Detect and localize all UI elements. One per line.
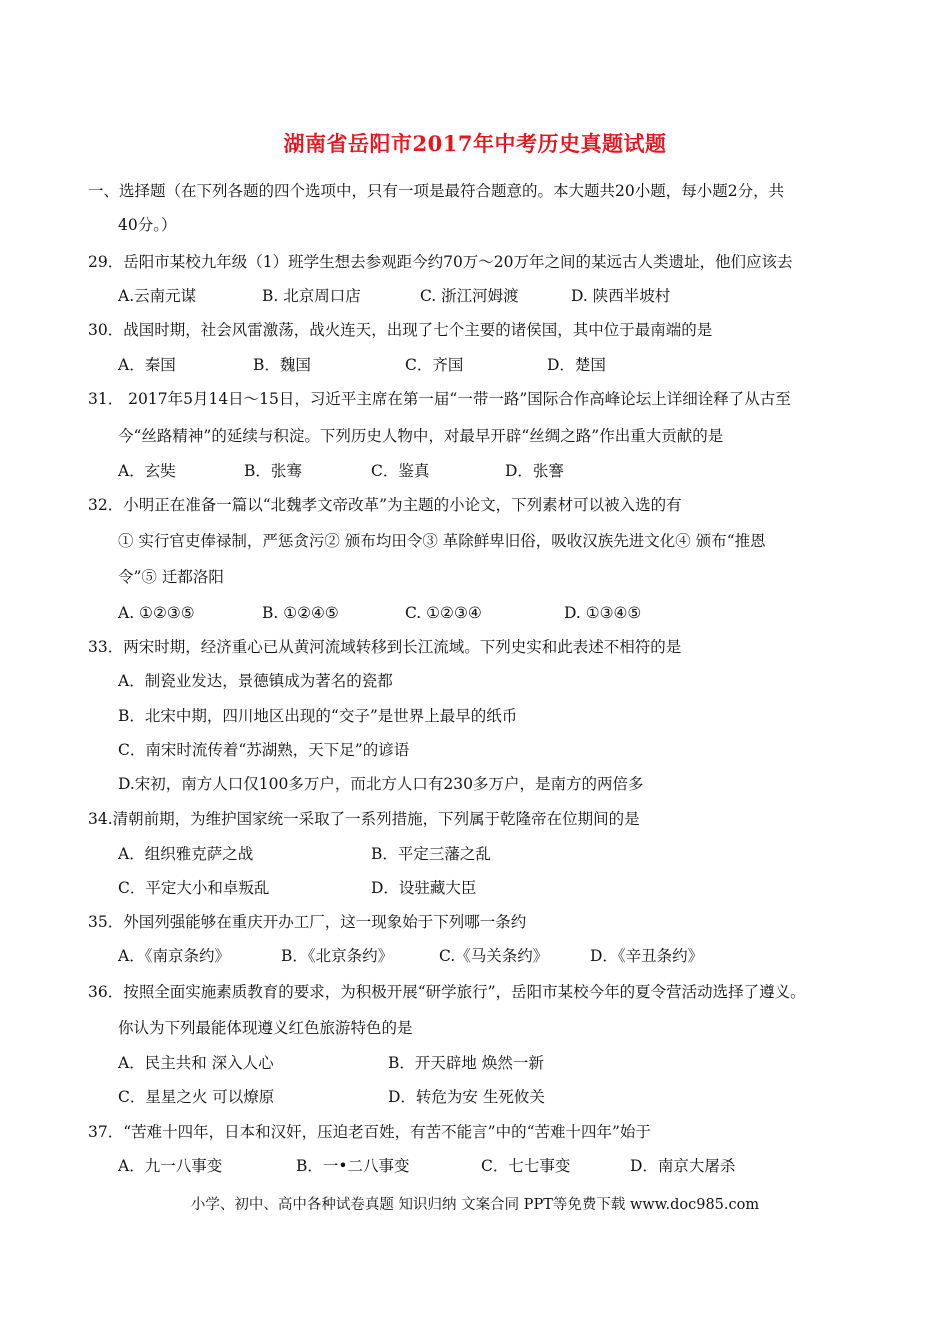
question-32-option-c: C. ①②③④ [405,604,482,622]
question-30-option-a: A．秦国 [118,356,176,374]
question-36-stem-cont: 你认为下列最能体现遵义红色旅游特色的是 [118,1019,413,1037]
question-37-option-c: C．七七事变 [481,1157,571,1175]
question-30-option-d: D．楚国 [547,356,606,374]
question-34-option-c: C．平定大小和卓叛乱 [118,879,270,897]
question-36-option-a: A．民主共和 深入人心 [118,1054,274,1072]
question-34-option-a: A．组织雅克萨之战 [118,845,254,863]
section-heading: 一、选择题（在下列各题的四个选项中，只有一项是最符合题意的。本大题共20小题，每小题2分，共 [88,182,785,200]
question-33-option-b: B．北宋中期，四川地区出现的“交子”是世界上最早的纸币 [118,707,518,725]
question-30-option-b: B．魏国 [253,356,311,374]
page-title: 湖南省岳阳市2017年中考历史真题试题 [283,131,667,156]
question-35-stem: 35．外国列强能够在重庆开办工厂，这一现象始于下列哪一条约 [88,913,527,931]
question-33-option-d: D.宋初，南方人口仅100多万户，而北方人口有230多万户，是南方的两倍多 [118,775,644,793]
question-29-stem: 29．岳阳市某校九年级（1）班学生想去参观距今约70万～20万年之间的某远古人类遗址，他们应该去 [88,253,793,271]
question-33-option-c: C．南宋时流传着“苏湖熟，天下足”的谚语 [118,741,410,759]
question-31-option-a: A．玄奘 [118,462,176,480]
question-29-option-b: B. 北京周口店 [262,287,361,305]
question-37-option-b: B．一•二八事变 [296,1157,410,1175]
question-32-option-d: D. ①③④⑤ [564,604,642,622]
question-31-option-c: C．鉴真 [371,462,430,480]
question-33-option-a: A．制瓷业发达，景德镇成为著名的瓷都 [118,672,393,690]
question-31-option-d: D．张謇 [505,462,564,480]
question-37-option-a: A．九一八事变 [118,1157,223,1175]
question-35-option-b: B．《北京条约》 [281,947,394,965]
question-29-option-a: A.云南元谋 [118,287,197,305]
question-29-option-c: C. 浙江河姆渡 [420,287,519,305]
question-34-option-b: B．平定三藩之乱 [371,845,491,863]
question-35-option-c: C.《马关条约》 [439,947,549,965]
question-34-option-d: D．设驻藏大臣 [371,879,477,897]
question-29-option-d: D. 陕西半坡村 [571,287,671,305]
question-37-stem: 37．“苦难十四年，日本和汉奸，压迫老百姓，有苦不能言”中的“苦难十四年”始于 [88,1123,651,1141]
question-36-option-b: B．开天辟地 焕然一新 [388,1054,544,1072]
question-32-stem-cont: ① 实行官吏俸禄制，严惩贪污② 颁布均田令③ 革除鲜卑旧俗，吸收汉族先进文化④ 颁布“推恩 [118,532,766,550]
question-34-stem: 34.清朝前期，为维护国家统一采取了一系列措施，下列属于乾隆帝在位期间的是 [88,810,640,828]
question-31-stem: 31． 2017年5月14日～15日，习近平主席在第一届“一带一路”国际合作高峰论坛上详细诠释了从古至 [88,390,791,408]
question-32-stem: 32．小明正在准备一篇以“北魏孝文帝改革”为主题的小论文，下列素材可以被入选的有 [88,496,682,514]
question-32-stem-cont-2: 令”⑤ 迁都洛阳 [118,568,224,586]
question-35-option-a: A．《南京条约》 [118,947,230,965]
question-35-option-d: D．《辛丑条约》 [590,947,704,965]
question-32-option-b: B. ①②④⑤ [262,604,339,622]
question-31-stem-cont: 今“丝路精神”的延续与积淀。下列历史人物中，对最早开辟“丝绸之路”作出重大贡献的是 [118,427,724,445]
question-30-stem: 30．战国时期，社会风雷激荡，战火连天，出现了七个主要的诸侯国，其中位于最南端的是 [88,321,713,339]
question-31-option-b: B．张骞 [244,462,302,480]
question-30-option-c: C．齐国 [405,356,464,374]
question-33-stem: 33．两宋时期，经济重心已从黄河流域转移到长江流域。下列史实和此表述不相符的是 [88,638,682,656]
question-36-option-d: D．转危为安 生死攸关 [388,1088,545,1106]
question-37-option-d: D．南京大屠杀 [630,1157,736,1175]
question-32-option-a: A. ①②③⑤ [118,604,195,622]
question-36-stem: 36．按照全面实施素质教育的要求，为积极开展“研学旅行”，岳阳市某校今年的夏令营活动选择了遵义。 [88,983,806,1001]
section-heading-cont: 40分。） [118,216,177,234]
page-footer: 小学、初中、高中各种试卷真题 知识归纳 文案合同 PPT等免费下载 www.doc985.com [190,1197,760,1213]
question-36-option-c: C．星星之火 可以燎原 [118,1088,275,1106]
